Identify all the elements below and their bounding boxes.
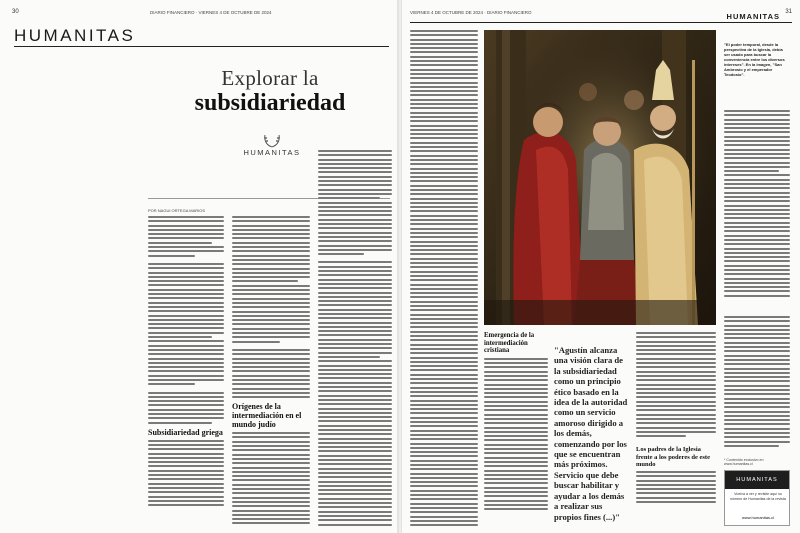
left-folio: DIARIO FINANCIERO · VIERNES 4 DE OCTUBRE DE 2024: [150, 10, 272, 15]
humanitas-ad[interactable]: [724, 470, 790, 526]
ad-brand: HUMANITAS: [725, 471, 789, 489]
body-column-right-4: [724, 316, 790, 454]
body-column-right-1: [410, 30, 478, 526]
body-column-right-top: [724, 110, 790, 310]
ad-url-link[interactable]: www.humanitas.cl: [741, 515, 774, 520]
painting-image: [484, 30, 716, 325]
subhead-griega: Subsidiariedad griega: [148, 427, 223, 437]
right-page: [402, 0, 800, 533]
byline: POR NAGUI ORTEGA MARIOS: [148, 208, 206, 213]
article-title: [150, 66, 390, 115]
left-page-number: 30: [12, 9, 19, 15]
pull-quote: "Agustín alcanza una visión clara de la subsidiariedad como un principio ético basado en la idea de la autoridad como un servicio amoroso dirigido a los demás, comenzando por los que se encuentran más próximos. Servicio que debe buscar habilitar y ayudar a los demás a realizar sus propios fines (...)": [554, 345, 628, 522]
body-column-1: [148, 216, 224, 526]
section-rule-left: [14, 46, 389, 47]
image-caption: "El poder temporal, desde la perspectiva de la Iglesia, debía ser usado para buscar la conveniencia entre los diversos intereses". En la imagen, "San Ambrosio y el emperador Teodosio".: [724, 42, 785, 77]
body-column-right-2: [484, 332, 548, 526]
left-page: [0, 0, 398, 533]
section-rule-right: [410, 22, 792, 23]
body-column-right-3: [636, 332, 716, 526]
body-column-3: [318, 150, 392, 526]
right-folio: VIERNES 4 DE OCTUBRE DE 2024 · DIARIO FINANCIERO: [410, 10, 532, 15]
logo-wordmark: HUMANITAS: [243, 148, 301, 157]
laurel-icon: [261, 134, 283, 148]
title-light: Explorar la: [221, 66, 319, 90]
section-title-left: HUMANITAS: [14, 26, 136, 45]
web-credit: * Contenido exclusivo en www.humanitas.cl: [724, 458, 764, 466]
right-page-number: 31: [785, 9, 792, 15]
title-bold: subsidiariedad: [194, 90, 346, 116]
humanitas-logo: [226, 134, 318, 168]
section-title-right: HUMANITAS: [726, 12, 780, 21]
box-heading: Los padres de la Iglesia frente a los poderes de este mundo: [636, 446, 710, 469]
subhead-judio: Orígenes de la intermediación en el mundo judío: [232, 402, 302, 430]
body-column-2: [232, 216, 310, 526]
subhead-cristiana: Emergencia de la intermediación cristiana: [484, 332, 535, 355]
painting-illustration: [484, 30, 716, 325]
ad-text: Vuelva a ver y revisite aquí su número de Humanitas de la revista: [730, 492, 786, 501]
